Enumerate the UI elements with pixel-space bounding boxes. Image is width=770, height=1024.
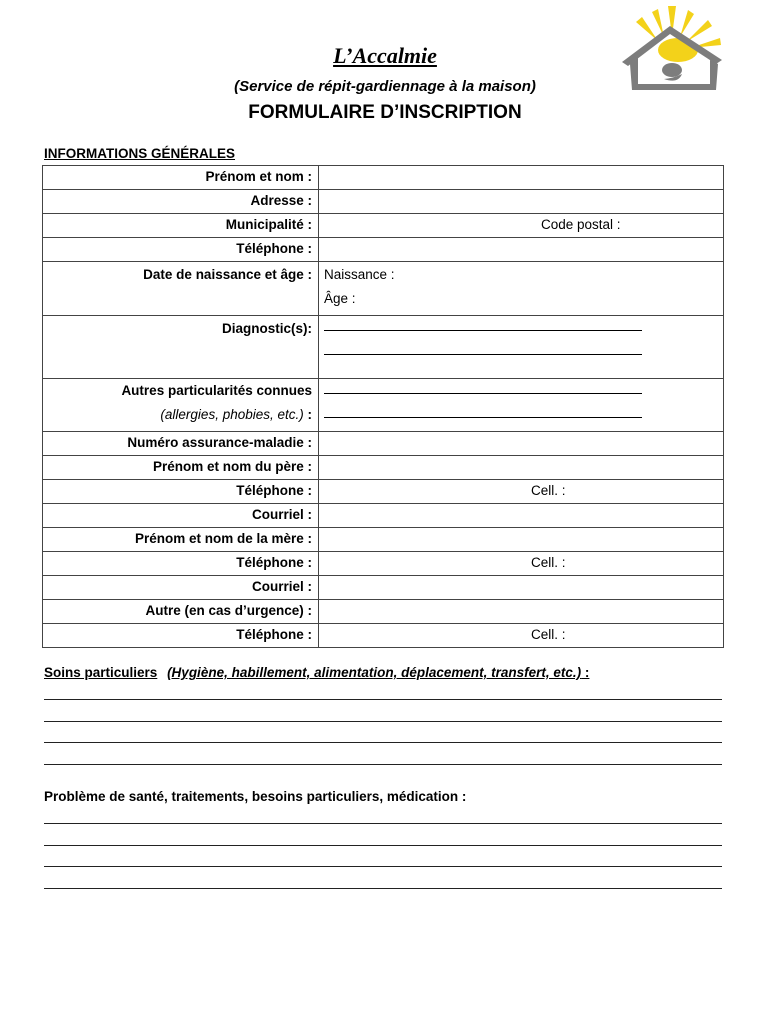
birth-label: Naissance : [324, 267, 395, 282]
emergency-phone-field[interactable] [319, 624, 724, 648]
mother-cell-label: Cell. : [531, 555, 566, 570]
father-name-field[interactable] [319, 456, 724, 480]
father-phone-label: Téléphone : [43, 480, 319, 504]
first-last-name-field[interactable] [319, 166, 724, 190]
mother-name-field[interactable] [319, 528, 724, 552]
mother-name-label: Prénom et nom de la mère : [43, 528, 319, 552]
health-problems-line-3[interactable] [44, 866, 722, 867]
mother-phone-field[interactable] [319, 552, 724, 576]
general-info-heading: INFORMATIONS GÉNÉRALES [44, 146, 236, 161]
organization-title: L’Accalmie [333, 43, 437, 68]
special-care-detail: (Hygiène, habillement, alimentation, déplacement, transfert, etc.) [167, 665, 582, 680]
father-email-field[interactable] [319, 504, 724, 528]
general-info-table [42, 165, 724, 648]
father-name-label: Prénom et nom du père : [43, 456, 319, 480]
special-care-heading [44, 665, 589, 680]
first-last-name-label: Prénom et nom : [43, 166, 319, 190]
form-title: FORMULAIRE D’INSCRIPTION [248, 102, 522, 123]
special-care-line-3[interactable] [44, 742, 722, 743]
municipality-label: Municipalité : [43, 214, 319, 238]
table-row [43, 600, 724, 624]
emergency-phone-label: Téléphone : [43, 624, 319, 648]
father-email-label: Courriel : [43, 504, 319, 528]
other-particularities-label [43, 379, 319, 432]
particularities-line-2[interactable] [324, 403, 642, 418]
postal-code-label: Code postal : [541, 217, 621, 232]
colon: : [303, 407, 312, 422]
emergency-cell-label: Cell. : [531, 627, 566, 642]
other-particularities-hint: (allergies, phobies, etc.) [160, 407, 304, 422]
emergency-other-field[interactable] [319, 600, 724, 624]
other-particularities-text: Autres particularités connues [121, 383, 312, 398]
father-phone-field[interactable] [319, 480, 724, 504]
age-label: Âge : [324, 291, 356, 306]
special-care-suffix: : [581, 665, 590, 680]
health-problems-line-2[interactable] [44, 845, 722, 846]
health-problems-heading: Problème de santé, traitements, besoins particuliers, médication : [44, 789, 467, 804]
health-problems-line-4[interactable] [44, 888, 722, 889]
phone-label: Téléphone : [43, 238, 319, 262]
father-cell-label: Cell. : [531, 483, 566, 498]
table-row [43, 238, 724, 262]
table-row [43, 504, 724, 528]
health-insurance-field[interactable] [319, 432, 724, 456]
organization-subtitle: (Service de répit-gardiennage à la maison) [234, 78, 536, 95]
other-particularities-field[interactable] [319, 379, 724, 432]
mother-email-field[interactable] [319, 576, 724, 600]
special-care-line-1[interactable] [44, 699, 722, 700]
table-row [43, 166, 724, 190]
municipality-field[interactable] [319, 214, 724, 238]
emergency-other-label: Autre (en cas d’urgence) : [43, 600, 319, 624]
diagnostic-line-1[interactable] [324, 316, 642, 331]
table-row [43, 316, 724, 379]
mother-email-label: Courriel : [43, 576, 319, 600]
address-label: Adresse : [43, 190, 319, 214]
particularities-line-1[interactable] [324, 379, 642, 394]
address-field[interactable] [319, 190, 724, 214]
table-row [43, 190, 724, 214]
table-row [43, 214, 724, 238]
health-insurance-label: Numéro assurance-maladie : [43, 432, 319, 456]
diagnostic-field[interactable] [319, 316, 724, 379]
mother-phone-label: Téléphone : [43, 552, 319, 576]
table-row [43, 624, 724, 648]
special-care-line-2[interactable] [44, 721, 722, 722]
table-row [43, 262, 724, 316]
birth-age-field[interactable] [319, 262, 724, 316]
table-row [43, 456, 724, 480]
health-problems-line-1[interactable] [44, 823, 722, 824]
phone-field[interactable] [319, 238, 724, 262]
special-care-line-4[interactable] [44, 764, 722, 765]
table-row [43, 552, 724, 576]
table-row [43, 576, 724, 600]
table-row [43, 379, 724, 432]
table-row [43, 528, 724, 552]
table-row [43, 432, 724, 456]
birth-age-label: Date de naissance et âge : [43, 262, 319, 316]
diagnostic-label: Diagnostic(s): [43, 316, 319, 379]
table-row [43, 480, 724, 504]
diagnostic-line-2[interactable] [324, 340, 642, 355]
special-care-label: Soins particuliers [44, 665, 158, 680]
